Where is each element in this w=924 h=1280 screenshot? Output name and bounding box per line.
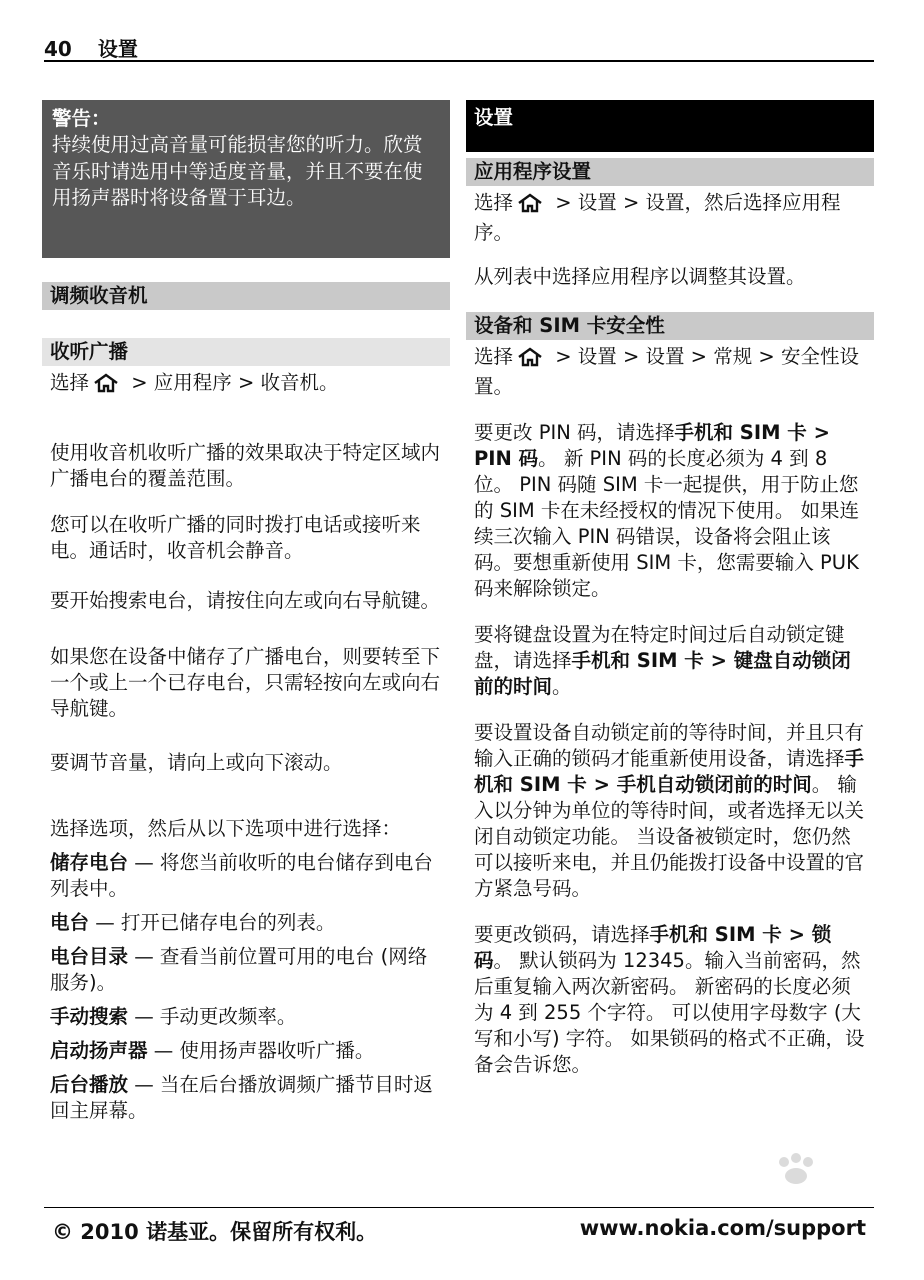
option-item: 储存电台 — 将您当前收听的电台储存到电台列表中。 bbox=[50, 851, 433, 900]
warning-box bbox=[42, 100, 450, 258]
paragraph-lockcode: 要更改锁码，请选择手机和 SIM 卡 > 锁码。 默认锁码为 12345。输入当前密码，然后重复输入两次新密码。 新密码的长度必须为 4 到 255 个字符。 可以使用字母数字 (大写和小写) 字符。 如果锁码的格式不正确，设备会告诉您。 bbox=[474, 923, 865, 1076]
page-header bbox=[44, 33, 874, 62]
support-link[interactable]: www.nokia.com/support bbox=[579, 1216, 866, 1240]
option-item: 电台目录 — 查看当前位置可用的电台 (网络服务)。 bbox=[50, 945, 428, 994]
paragraph: 您可以在收听广播的同时拨打电话或接听来电。通话时，收音机会静音。 bbox=[50, 513, 421, 562]
home-icon bbox=[93, 373, 119, 400]
paragraph: 如果您在设备中储存了广播电台，则要转至下一个或上一个已存电台，只需轻按向左或向右导航键。 bbox=[50, 645, 441, 720]
paragraph: 使用收音机收听广播的效果取决于特定区域内广播电台的覆盖范围。 bbox=[50, 441, 441, 490]
option-item: 启动扬声器 — 使用扬声器收听广播。 bbox=[50, 1039, 375, 1062]
subsection-title-security: 设备和 SIM 卡安全性 bbox=[466, 312, 874, 340]
paragraph: 要开始搜索电台，请按住向左或向右导航键。 bbox=[50, 589, 441, 612]
home-icon bbox=[517, 193, 543, 220]
warning-text: 持续使用过高音量可能损害您的听力。欣赏音乐时请选用中等适度音量，并且不要在使用扬声器时将设备置于耳边。 bbox=[52, 133, 423, 209]
section-title-radio: 调频收音机 bbox=[42, 282, 450, 310]
paragraph: 选择选项，然后从以下选项中进行选择： bbox=[50, 817, 402, 840]
app-settings-path: 选择 > 设置 > 设置，然后选择应用程序。 bbox=[474, 191, 841, 244]
section-title-settings: 设置 bbox=[466, 100, 874, 152]
page-title: 设置 bbox=[97, 37, 138, 61]
page-number: 40 bbox=[44, 37, 72, 61]
paragraph-keypad: 要将键盘设置为在特定时间过后自动锁定键盘，请选择手机和 SIM 卡 > 键盘自动锁闭前的时间。 bbox=[474, 623, 851, 698]
page-footer bbox=[44, 1207, 874, 1244]
paragraph: 要调节音量，请向上或向下滚动。 bbox=[50, 751, 343, 774]
left-column bbox=[42, 100, 450, 1132]
option-item: 后台播放 — 当在后台播放调频广播节目时返回主屏幕。 bbox=[50, 1073, 433, 1122]
paragraph: 从列表中选择应用程序以调整其设置。 bbox=[474, 265, 806, 288]
radio-path: 选择 > 应用程序 > 收音机。 bbox=[42, 370, 450, 400]
watermark bbox=[664, 1150, 874, 1210]
warning-title: 警告： bbox=[52, 107, 111, 130]
home-icon bbox=[517, 347, 543, 374]
option-item: 电台 — 打开已储存电台的列表。 bbox=[50, 911, 336, 934]
paragraph-pin: 要更改 PIN 码，请选择手机和 SIM 卡 > PIN 码。 新 PIN 码的长度必须为 4 到 8 位。 PIN 码随 SIM 卡一起提供，用于防止您的 SIM 卡在未经授权的情况下使用。 如果连续三次输入 PIN 码错误，设备将会阻止该码。要想重新使用 SIM 卡，您需要输入 PUK 码来解除锁定。 bbox=[474, 421, 860, 600]
subsection-title-app-settings: 应用程序设置 bbox=[466, 158, 874, 186]
security-path: 选择 > 设置 > 设置 > 常规 > 安全性设置。 bbox=[474, 345, 859, 398]
option-item: 手动搜索 — 手动更改频率。 bbox=[50, 1005, 297, 1028]
subsection-title-listen: 收听广播 bbox=[42, 338, 450, 366]
copyright-text: © 2010 诺基亚。保留所有权利。 bbox=[52, 1220, 378, 1244]
paragraph-autolock: 要设置设备自动锁定前的等待时间，并且只有输入正确的锁码才能重新使用设备，请选择手机和 SIM 卡 > 手机自动锁闭前的时间。 输入以分钟为单位的等待时间，或者选择无以关闭自动锁定功能。 当设备被锁定时，您仍然可以接听来电，并且仍能拨打设备中设置的官方紧急号码。 bbox=[474, 721, 865, 900]
right-column bbox=[466, 100, 874, 1078]
